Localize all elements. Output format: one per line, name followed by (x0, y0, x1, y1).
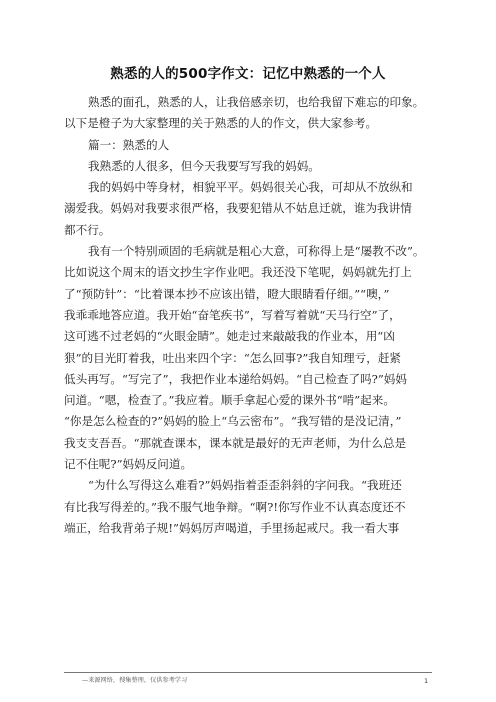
paragraph-line: 端正，给我背弟子规!”妈妈厉声喝道，手里扬起戒尺。我一看大事 (64, 520, 400, 535)
paragraph-line: 我有一个特别顽固的毛病就是粗心大意，可称得上是“屡教不改”。 (88, 244, 425, 259)
document-body (64, 92, 440, 539)
page-number: 1 (424, 677, 429, 685)
paragraph-line: 比如说这个周末的语文抄生字作业吧。我还没下笔呢，妈妈就先打上 (64, 265, 412, 280)
paragraph-line: “为什么写得这么难看?”妈妈指着歪歪斜斜的字问我。“我班还 (88, 478, 402, 493)
paragraph-line: 狠”的目光盯着我，吐出来四个字：“怎么回事?”我自知理亏，赶紧 (64, 350, 402, 365)
paragraph-line: 记不住呢?”妈妈反问道。 (64, 457, 193, 472)
paragraph-line: 有比我写得差的。”我不服气地争辩。“啊?!你写作业不认真态度还不 (64, 499, 406, 514)
paragraph-line: 熟悉的面孔，熟悉的人，让我倍感亲切，也给我留下难忘的印象。 (88, 95, 425, 109)
paragraph-line: 都不行。 (64, 222, 111, 237)
paragraph-line: 我乖乖地答应道。我开始“奋笔疾书”，写着写着就“天马行空”了， (64, 307, 401, 322)
paragraph-line: 问道。“嗯，检查了。”我应着。顺手拿起心爱的课外书“啃”起来。 (64, 393, 395, 408)
section-heading: 篇一：熟悉的人 (88, 137, 170, 152)
paragraph-line: 我的妈妈中等身材，相貌平平。妈妈很关心我，可却从不放纵和 (88, 180, 413, 195)
paragraph-line: 我支支吾吾。“那就查课本，课本就是最好的无声老师，为什么总是 (64, 435, 407, 450)
paragraph-line: 溺爱我。妈妈对我要求很严格，我要犯错从不姑息迁就，谁为我讲情 (64, 201, 412, 216)
paragraph-line: 以下是橙子为大家整理的关于熟悉的人的作文，供大家参考。 (64, 116, 378, 131)
footer-source-note: —来源网络，搜集整理，仅供参考学习 (82, 677, 188, 684)
paragraph-line: 了“预防针”：“比着课本抄不应该出错，瞪大眼睛看仔细。”“噢，” (64, 286, 390, 301)
paragraph-line: “你是怎么检查的?”妈妈的脸上“乌云密布”。“我写错的是没记清，” (64, 414, 402, 429)
paragraph-line: 这可逃不过老妈的“火眼金睛”。她走过来敲敲我的作业本，用“凶 (64, 329, 395, 344)
document-title: 熟悉的人的500字作文：记忆中熟悉的一个人 (110, 66, 386, 82)
paragraph-line: 低头再写。“写完了”，我把作业本递给妈妈。“自己检查了吗?”妈妈 (64, 371, 407, 386)
footer-divider (64, 672, 432, 673)
paragraph-line: 我熟悉的人很多，但今天我要写写我的妈妈。 (88, 158, 320, 173)
